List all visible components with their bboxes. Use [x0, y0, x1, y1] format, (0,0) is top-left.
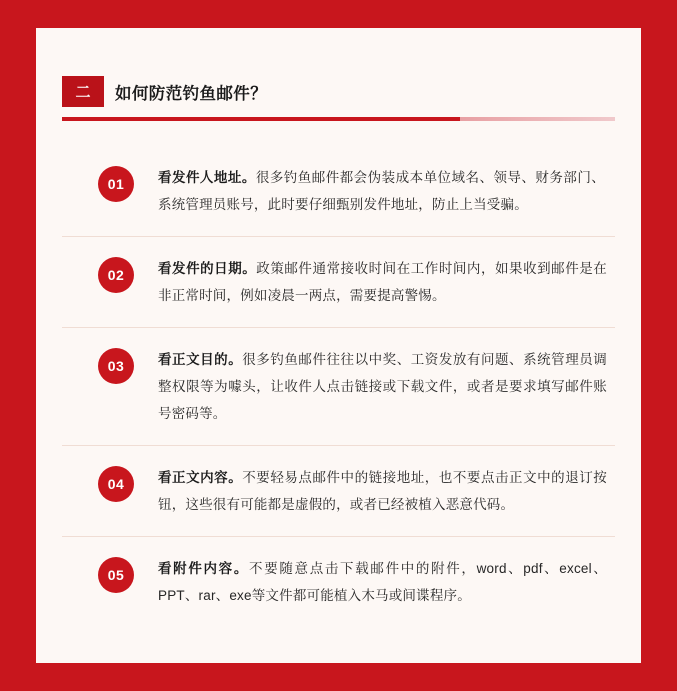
item-number-badge: 01 — [98, 166, 134, 202]
item-text — [158, 464, 607, 518]
section-number-badge: 二 — [62, 76, 104, 107]
item-lead: 看正文目的。 — [158, 352, 243, 367]
item-body: 很多钓鱼邮件往往以中奖、工资发放有问题、系统管理员调整权限等为噱头，让收件人点击链接或下载文件，或者是要求填写邮件账号密码等。 — [158, 352, 608, 421]
item-text — [158, 164, 607, 218]
item-body: 政策邮件通常接收时间在工作时间内，如果收到邮件是在非正常时间，例如凌晨一两点，需要提高警惕。 — [158, 261, 607, 303]
item-lead: 看附件内容。 — [158, 561, 250, 576]
list-item — [62, 445, 615, 536]
item-number-badge: 02 — [98, 257, 134, 293]
item-number-badge: 05 — [98, 557, 134, 593]
item-text — [158, 555, 607, 609]
list-item — [62, 327, 615, 445]
content-card — [36, 28, 641, 663]
item-lead: 看正文内容。 — [158, 470, 243, 485]
item-lead: 看发件人地址。 — [158, 170, 256, 185]
section-header — [62, 76, 615, 124]
item-body: 很多钓鱼邮件都会伪装成本单位域名、领导、财务部门、系统管理员账号，此时要仔细甄别发件地址，防止上当受骗。 — [158, 170, 605, 212]
tips-list — [62, 146, 615, 627]
item-body: 不要随意点击下载邮件中的附件，word、pdf、excel、PPT、rar、exe等文件都可能植入木马或间谍程序。 — [158, 561, 607, 603]
item-text — [158, 255, 607, 309]
page-title: 如何防范钓鱼邮件？ — [115, 85, 268, 103]
item-number-badge: 03 — [98, 348, 134, 384]
item-lead: 看发件的日期。 — [158, 261, 257, 276]
item-text — [158, 346, 607, 427]
list-item — [62, 146, 615, 236]
item-number-badge: 04 — [98, 466, 134, 502]
list-item — [62, 536, 615, 627]
header-divider — [62, 117, 615, 121]
item-body: 不要轻易点邮件中的链接地址，也不要点击正文中的退订按钮，这些很有可能都是虚假的，或者已经被植入恶意代码。 — [158, 470, 608, 512]
list-item — [62, 236, 615, 327]
